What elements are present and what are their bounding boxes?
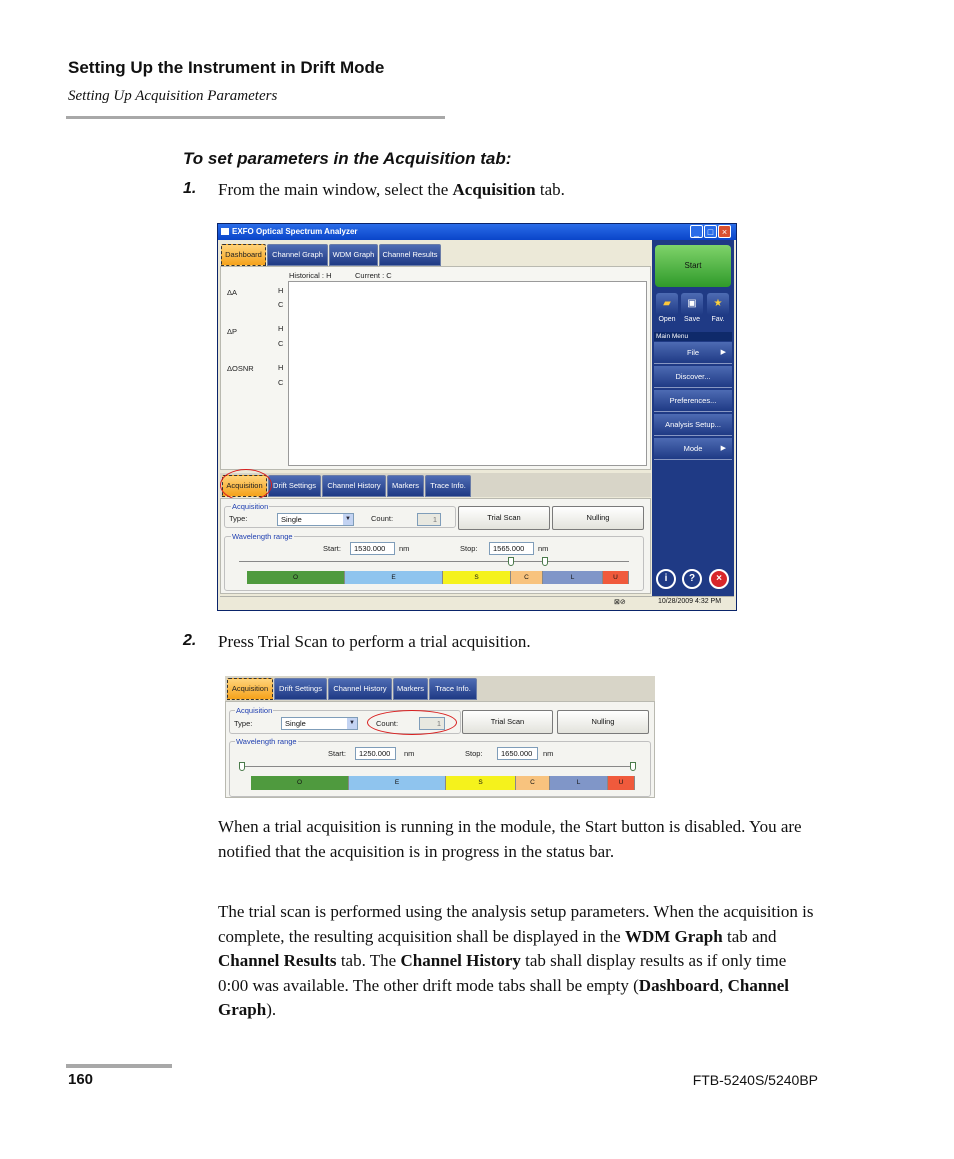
band-u: U [603,571,629,584]
band-o: O [247,571,345,584]
tab-trace-info[interactable]: Trace Info. [429,678,477,700]
wavelength-range-label: Wavelength range [236,737,297,746]
current-legend: Current : C [355,271,392,280]
paragraph-trial-scan [218,900,818,1023]
para2-text-1: The trial scan is performed using the analysis setup parameters. When the acquisition is complete, the resulting acquisition shall be displayed in the [218,902,814,946]
range-slider-stop-handle[interactable] [542,557,548,566]
menu-analysis-setup[interactable]: Analysis Setup... [654,414,732,436]
status-icons: ⊠⊘ [614,599,626,606]
range-slider-start-handle[interactable] [239,762,245,771]
step-2-text: Press Trial Scan to perform a trial acquisition. [218,632,531,651]
chevron-right-icon: ▶ [720,349,726,356]
para2-text-3: tab. The [336,951,401,970]
band-s: S [446,776,516,790]
minimize-icon[interactable]: _ [690,225,703,238]
tab-channel-history[interactable]: Channel History [328,678,392,700]
open-folder-icon[interactable]: ▰ [656,293,678,315]
menu-mode-label: Mode [683,444,703,453]
favorite-star-icon[interactable]: ★ [707,293,729,315]
count-label: Count: [376,719,399,728]
step-2 [183,632,196,650]
stop-label: Stop: [460,544,478,553]
paragraph-start-disabled: When a trial acquisition is running in the module, the Start button is disabled. You are notified that the acquisition is in progress in the status bar. [218,817,802,861]
tab-acquisition[interactable]: Acquisition [227,678,273,700]
band-l: L [543,571,603,584]
tab-wdm-graph[interactable]: WDM Graph [329,244,378,266]
osa-main-window-screenshot [217,223,737,611]
start-unit: nm [399,544,410,553]
stop-label: Stop: [465,749,483,758]
tab-markers[interactable]: Markers [393,678,428,700]
app-icon [221,228,229,235]
metric-delta-p: ΔP [227,327,238,336]
wavelength-range-label: Wavelength range [232,532,293,541]
historical-legend: Historical : H [289,271,332,280]
tab-trace-info[interactable]: Trace Info. [425,475,471,497]
status-datetime: 10/28/2009 4:32 PM [658,598,722,605]
nulling-button[interactable]: Nulling [552,506,644,530]
menu-mode[interactable] [654,438,732,460]
menu-file-label: File [686,348,700,357]
metric-h: H [278,324,284,333]
acquisition-panel [220,498,651,594]
step-1-bold: Acquisition [452,180,536,199]
stop-unit: nm [538,544,549,553]
exit-icon[interactable]: × [709,569,729,589]
range-slider-start-handle[interactable] [508,557,514,566]
fav-label: Fav. [711,316,725,323]
type-select[interactable] [281,717,358,730]
help-icon[interactable]: ? [682,569,702,589]
band-e: E [345,571,443,584]
acquisition-tab-screenshot [225,676,655,798]
chevron-down-icon: ▼ [347,718,357,729]
type-select-value: Single [285,719,306,728]
window-titlebar [218,224,736,240]
menu-discover[interactable]: Discover... [654,366,732,388]
menu-preferences[interactable]: Preferences... [654,390,732,412]
start-wavelength-input[interactable]: 1530.000 [350,542,395,555]
para2-bold-2: Channel Results [218,951,337,970]
stop-wavelength-input[interactable]: 1565.000 [489,542,534,555]
highlight-circle [367,710,457,735]
count-field[interactable]: 1 [419,717,445,730]
tab-channel-graph[interactable]: Channel Graph [267,244,328,266]
procedure-heading: To set parameters in the Acquisition tab: [183,149,512,168]
footer-rule [66,1064,172,1068]
trial-scan-button[interactable]: Trial Scan [462,710,553,734]
range-slider-track [239,561,629,562]
status-bar [220,596,734,609]
type-label: Type: [234,719,253,728]
close-icon[interactable]: × [718,225,731,238]
page-number: 160 [68,1071,94,1088]
product-name: FTB-5240S/5240BP [692,1072,818,1088]
band-u: U [608,776,635,790]
metric-delta-a: ΔA [227,288,238,297]
window-title: EXFO Optical Spectrum Analyzer [232,227,358,236]
stop-unit: nm [543,749,554,758]
metric-h: H [278,286,284,295]
count-field[interactable]: 1 [417,513,441,526]
save-disk-icon[interactable]: ▣ [681,293,703,315]
metric-c: C [278,378,284,387]
open-label: Open [658,316,676,323]
para2-text-6: ). [266,1000,277,1019]
chevron-down-icon: ▼ [343,514,353,525]
nulling-button[interactable]: Nulling [557,710,649,734]
trial-scan-button[interactable]: Trial Scan [458,506,550,530]
stop-wavelength-input[interactable]: 1650.000 [497,747,538,760]
start-label: Start: [323,544,341,553]
tab-dashboard[interactable]: Dashboard [221,244,266,266]
type-label: Type: [229,514,248,523]
step-1 [183,180,196,198]
metric-c: C [278,339,284,348]
start-button[interactable]: Start [655,245,731,287]
tab-channel-history[interactable]: Channel History [322,475,386,497]
start-label: Start: [328,749,346,758]
band-c: C [516,776,550,790]
header-rule [66,116,445,119]
main-menu-label: Main Menu [654,332,732,341]
menu-file[interactable] [654,342,732,364]
band-o: O [251,776,349,790]
acquisition-group-label: Acquisition [232,502,269,511]
chevron-right-icon: ▶ [720,445,726,452]
metric-delta-osnr: ΔOSNR [227,364,254,373]
step-2-number: 2. [183,632,197,649]
start-unit: nm [404,749,415,758]
para2-text-5: , [719,975,728,995]
band-s: S [443,571,511,584]
save-label: Save [684,316,700,323]
highlight-circle [220,469,272,501]
section-subtitle: Setting Up Acquisition Parameters [68,88,278,104]
tab-drift-settings[interactable]: Drift Settings [274,678,327,700]
count-label: Count: [371,514,394,523]
band-e: E [349,776,446,790]
step-1-post: tab. [535,180,565,199]
para2-bold-3: Channel History [400,951,521,970]
range-slider-track [244,766,634,767]
tab-markers[interactable]: Markers [387,475,424,497]
para2-bold-5: Channel Graph [218,975,790,1019]
type-select-value: Single [281,515,302,524]
step-1-number: 1. [183,180,197,197]
tab-channel-results[interactable]: Channel Results [379,244,441,266]
band-l: L [550,776,608,790]
type-select[interactable] [277,513,354,526]
start-wavelength-input[interactable]: 1250.000 [355,747,396,760]
acquisition-group-label: Acquisition [236,706,273,715]
step-1-pre: From the main window, select the [218,180,453,199]
range-slider-stop-handle[interactable] [630,762,636,771]
para2-bold-4: Dashboard [638,975,720,995]
maximize-icon[interactable]: □ [704,225,717,238]
metric-c: C [278,300,284,309]
section-title: Setting Up the Instrument in Drift Mode [68,58,385,77]
para2-text-4: tab shall display results as if only time 0:00 was available. The other drift mode tabs shall be empty ( [218,951,787,995]
band-c: C [511,571,543,584]
para2-text-2: tab and [722,926,777,946]
metric-h: H [278,363,284,372]
step-1-text [218,180,565,200]
para2-bold-1: WDM Graph [624,926,723,946]
tab-acquisition[interactable]: Acquisition [222,475,267,497]
tab-drift-settings[interactable]: Drift Settings [268,475,321,497]
info-icon[interactable]: i [656,569,676,589]
dashboard-graph-area [288,281,647,466]
dashboard-panel [220,266,651,470]
acquisition-panel [225,701,655,798]
